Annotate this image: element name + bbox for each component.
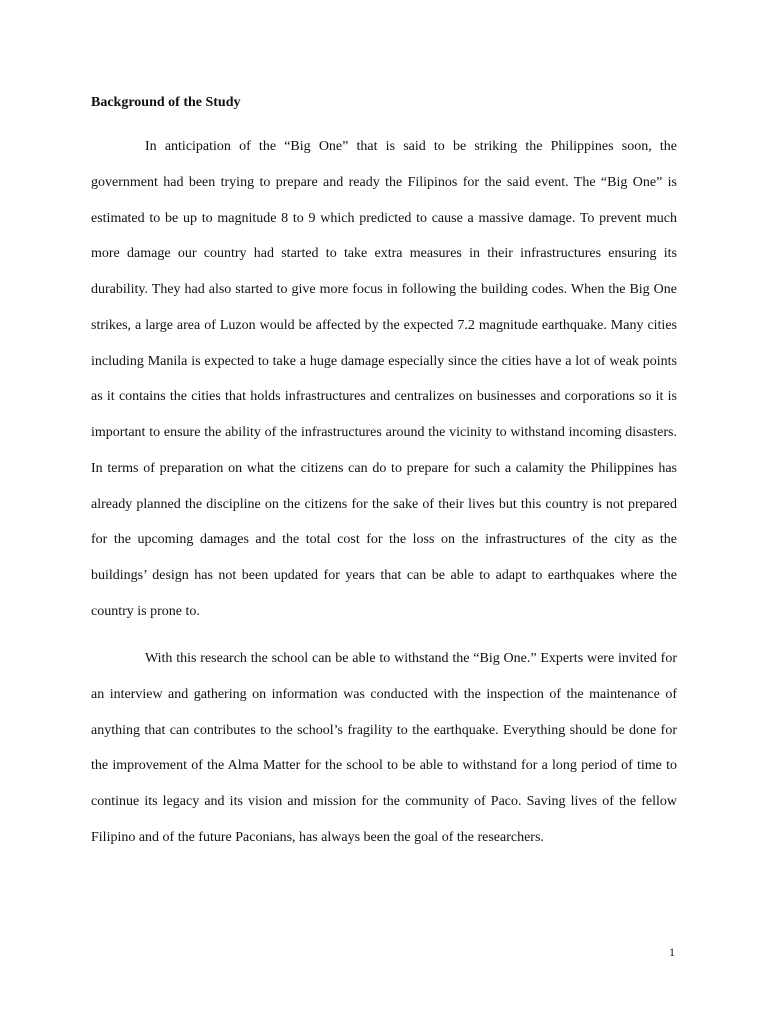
- body-paragraph-2: With this research the school can be able to withstand the “Big One.” Experts were invited for an interview and gathering on information was conducted with the inspection of the maintenance of anything that can contributes to the school’s fragility to the earthquake. Everything should be done for the improvement of the Alma Matter for the school to be able to withstand for a long period of time to continue its legacy and its vision and mission for the community of Paco. Saving lives of the fellow Filipino and of the future Paconians, has always been the goal of the researchers.: [91, 651, 677, 845]
- page-number: 1: [669, 945, 675, 959]
- section-heading: Background of the Study: [91, 95, 241, 110]
- body-paragraph-1: In anticipation of the “Big One” that is said to be striking the Philippines soon, the government had been trying to prepare and ready the Filipinos for the said event. The “Big One” is estimated to be up to magnitude 8 to 9 which predicted to cause a massive damage. To prevent much more damage our country had started to take extra measures in their infrastructures ensuring its durability. They had also started to give more focus in following the building codes. When the Big One strikes, a large area of Luzon would be affected by the expected 7.2 magnitude earthquake. Many cities including Manila is expected to take a huge damage especially since the cities have a lot of weak points as it contains the cities that holds infrastructures and centralizes on businesses and corporations so it is important to ensure the ability of the infrastructures around the vicinity to withstand incoming disasters. In terms of preparation on what the citizens can do to prepare for such a calamity the Philippines has already planned the discipline on the citizens for the sake of their lives but this country is not prepared for the upcoming damages and the total cost for the loss on the infrastructures of the city as the buildings’ design has not been updated for years that can be able to adapt to earthquakes where the country is prone to.: [91, 139, 677, 619]
